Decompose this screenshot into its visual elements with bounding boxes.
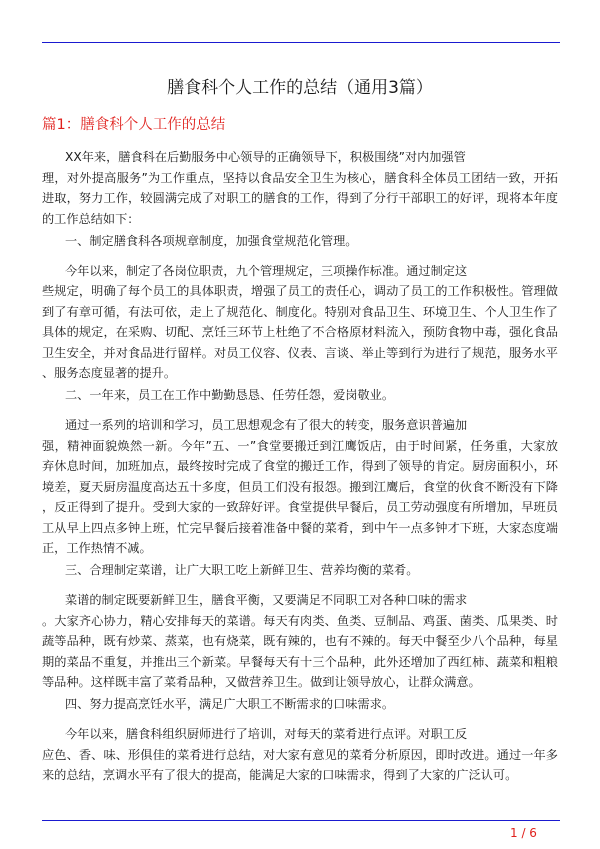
text-line: 理，对外提高服务”为工作重点，坚持以食品安全卫生为核心，膳食科全体员工团结一致，开拓 xyxy=(42,170,558,185)
text-line: 等品种。这样既丰富了菜肴品种，又做营养卫生。做到让领导放心，让群众满意。 xyxy=(42,675,481,689)
page-indicator: 1 / 6 xyxy=(510,826,537,840)
subsection-heading xyxy=(42,385,558,406)
text-line: 二、一年来，员工在工作中勤勤恳恳、任劳任怨，爱岗敬业。 xyxy=(65,388,395,402)
text-line: 卫生安全，并对食品进行留样。对员工仪容、仪表、言谈、举止等到行为进行了规范，服务水平 xyxy=(42,345,558,360)
paragraph xyxy=(42,261,558,384)
text-line: XX年来，膳食科在后勤服务中心领导的正确领导下，积极围绕”对内加强管 xyxy=(65,150,466,164)
text-line: 境差，夏天厨房温度高达五十多度，但员工们没有报怨。搬到江鹰后，食堂的伙食不断没有下降 xyxy=(42,479,558,494)
text-line: 应色、香、味、形俱佳的菜肴进行总结，对大家有意见的菜肴分析原因，即时改进。通过一年多 xyxy=(42,747,558,762)
paragraph xyxy=(42,147,558,229)
subsection-heading xyxy=(42,231,558,252)
text-line: 工从早上四点多钟上班，忙完早餐后接着准备中餐的菜肴，到中午一点多钟才下班，大家态度端 xyxy=(42,520,558,535)
text-line: 进取，努力工作，较圆满完成了对职工的膳食的工作，得到了分行干部职工的好评，现将本年度 xyxy=(42,191,558,205)
text-line: 通过一系列的培训和学习，员工思想观念有了很大的转变，服务意识普遍加 xyxy=(65,418,468,432)
text-line: 弃休息时间，加班加点，最终按时完成了食堂的搬迁工作，得到了领导的肯定。厨房面积小，环 xyxy=(42,459,558,473)
section-heading: 篇1：膳食科个人工作的总结 xyxy=(42,117,226,133)
text-line: 蔬等品种，既有炒菜、蒸菜，也有烧菜，既有辣的，也有不辣的。每天中餐至少八个品种，每星 xyxy=(42,634,558,648)
text-line: 四、努力提高烹饪水平，满足广大职工不断需求的口味需求。 xyxy=(65,697,395,711)
text-line: 今年以来，制定了各岗位职责，九个管理规定，三项操作标准。通过制定这 xyxy=(65,263,468,278)
document-body xyxy=(42,147,558,786)
text-line: 今年以来，膳食科组织厨师进行了培训，对每天的菜肴进行点评。对职工反 xyxy=(65,727,468,741)
text-line: 具体的规定，在采购、切配、烹饪三环节上杜绝了不合格原材料流入，预防食物中毒，强化食品 xyxy=(42,325,558,339)
paragraph xyxy=(42,415,558,559)
subsection-heading xyxy=(42,560,558,581)
text-line: 的工作总结如下： xyxy=(42,211,140,226)
text-line: 。大家齐心协力，精心安排每天的菜谱。每天有肉类、鱼类、豆制品、鸡蛋、菌类、瓜果类、时 xyxy=(42,613,558,628)
text-line: 到了有章可循，有法可依，走上了规范化、制度化。特别对食品卫生、环境卫生、个人卫生作了 xyxy=(42,304,558,319)
document-title: 膳食科个人工作的总结（通用3篇） xyxy=(167,78,433,98)
footer-divider xyxy=(42,820,560,821)
text-line: 强，精神面貌焕然一新。今年”五、一”食堂要搬迁到江鹰饭店，由于时间紧，任务重，大家放 xyxy=(42,438,558,453)
text-line: 来的总结，烹调水平有了很大的提高，能满足大家的口味需求，得到了大家的广泛认可。 xyxy=(42,768,518,782)
subsection-heading xyxy=(42,694,558,715)
text-line: 三、合理制定菜谱，让广大职工吃上新鲜卫生、营养均衡的菜肴。 xyxy=(65,563,419,577)
text-line: 期的菜品不重复，并推出三个新菜。早餐每天有十三个品种，此外还增加了西红柿、蔬菜和粗粮 xyxy=(42,654,558,669)
text-line: ，反正得到了提升。受到大家的一致辞好评。食堂提供早餐后，员工劳动强度有所增加，早班员 xyxy=(42,500,558,514)
header-divider xyxy=(42,42,560,43)
text-line: 菜谱的制定既要新鲜卫生，膳食平衡，又要满足不同职工对各种口味的需求 xyxy=(65,593,468,607)
text-line: 些规定，明确了每个员工的具体职责，增强了员工的责任心，调动了员工的工作积极性。管理做 xyxy=(42,284,558,298)
text-line: 正，工作热情不减。 xyxy=(42,541,152,555)
paragraph xyxy=(42,590,558,693)
text-line: 一、制定膳食科各项规章制度，加强食堂规范化管理。 xyxy=(65,233,358,248)
paragraph xyxy=(42,724,558,786)
text-line: 、服务态度显著的提升。 xyxy=(42,366,177,380)
